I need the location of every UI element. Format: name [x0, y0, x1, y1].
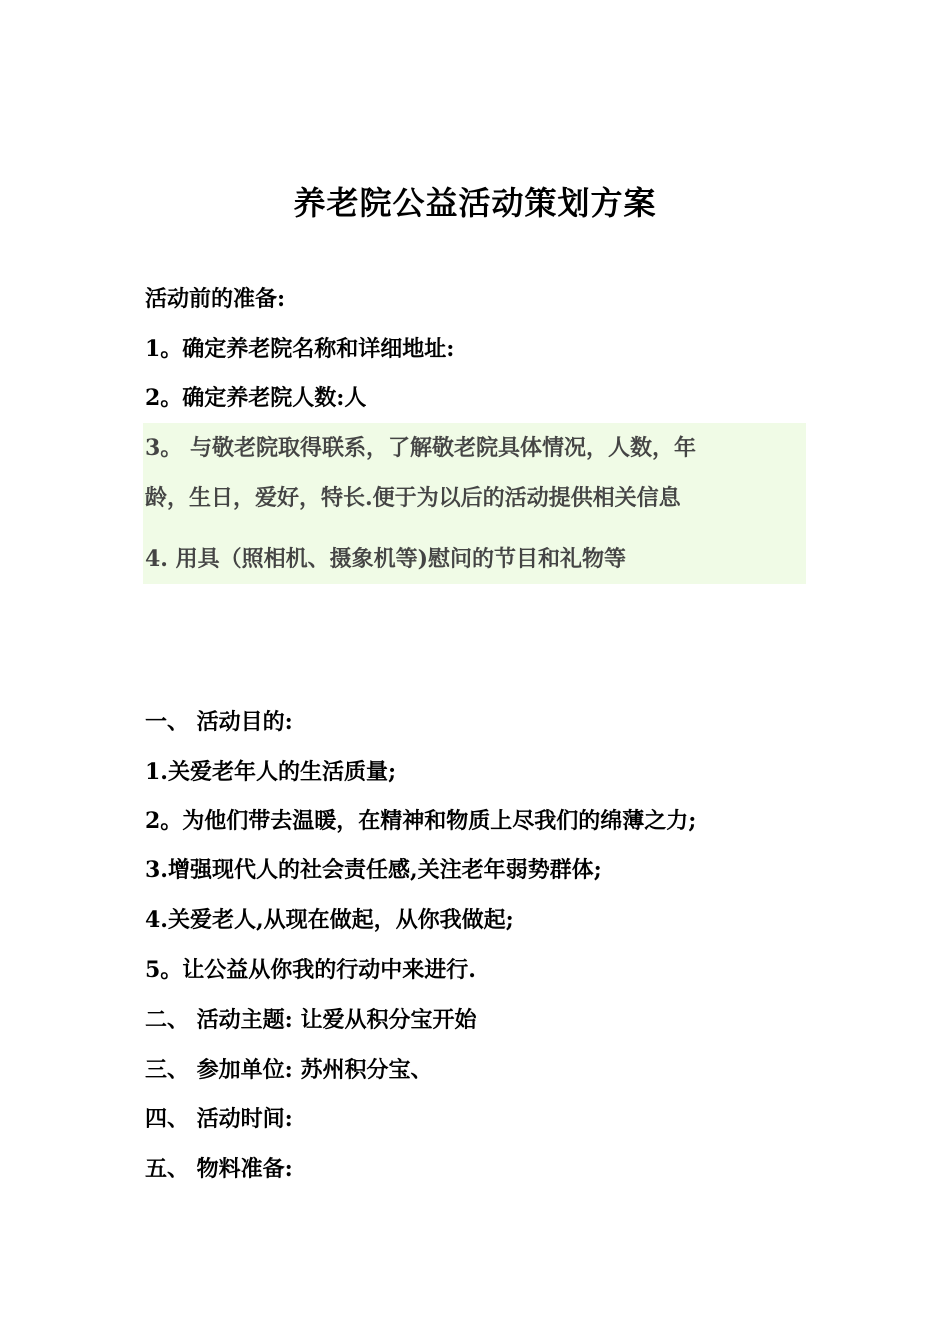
section-1-heading: 一、 活动目的: — [145, 709, 293, 735]
purpose-item-5: 5。让公益从你我的行动中来进行. — [145, 957, 476, 983]
document-title: 养老院公益活动策划方案 — [293, 184, 657, 222]
purpose-item-1: 1.关爱老年人的生活质量; — [145, 759, 397, 785]
section-4-time: 四、 活动时间: — [145, 1106, 293, 1132]
purpose-item-4: 4.关爱老人,从现在做起，从你我做起; — [145, 907, 514, 933]
section-3-participants: 三、 参加单位: 苏州积分宝、 — [145, 1057, 433, 1083]
section-2-theme: 二、 活动主题: 让爱从积分宝开始 — [145, 1007, 477, 1033]
prep-item-1: 1。确定养老院名称和详细地址: — [145, 336, 455, 362]
purpose-item-3: 3.增强现代人的社会责任感,关注老年弱势群体; — [145, 857, 602, 883]
purpose-item-2: 2。为他们带去温暖，在精神和物质上尽我们的绵薄之力; — [145, 808, 697, 834]
prep-item-4: 4. 用具（照相机、摄象机等)慰问的节目和礼物等 — [145, 546, 627, 572]
prep-item-3-line-1: 3。 与敬老院取得联系，了解敬老院具体情况，人数，年 — [145, 435, 696, 461]
prep-heading: 活动前的准备: — [145, 286, 286, 312]
section-5-materials: 五、 物料准备: — [145, 1156, 293, 1182]
prep-item-2: 2。确定养老院人数:人 — [145, 385, 367, 411]
prep-item-3-line-2: 龄，生日，爱好，特长.便于为以后的活动提供相关信息 — [145, 485, 681, 511]
